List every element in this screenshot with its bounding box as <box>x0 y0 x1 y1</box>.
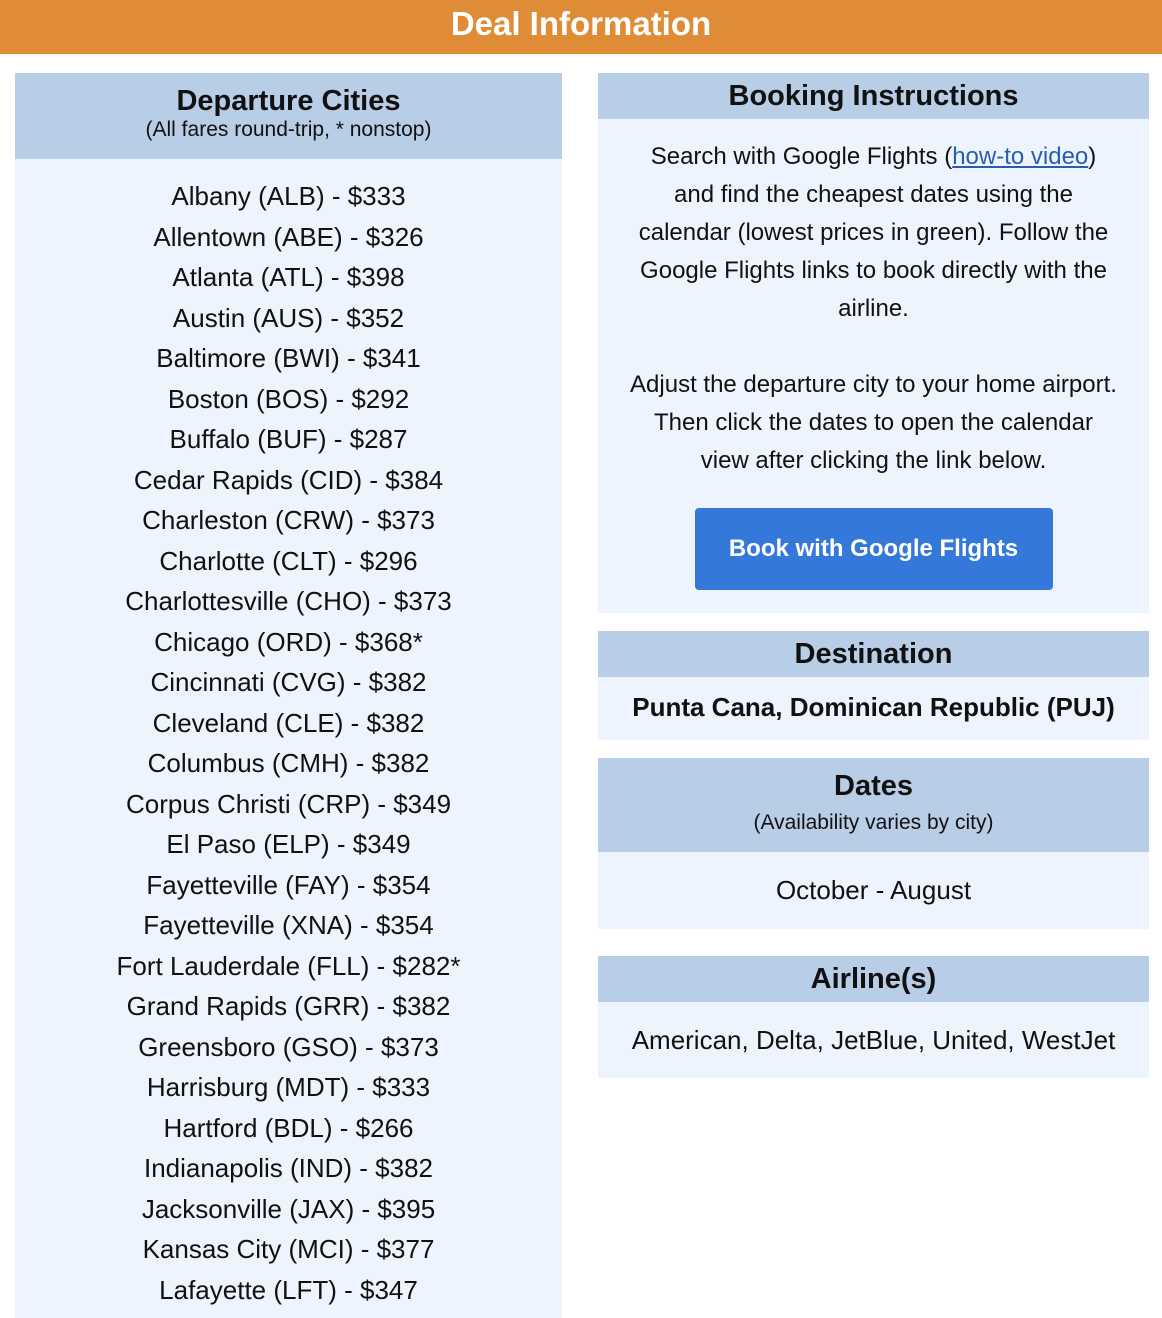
booking-text-before-link: Search with Google Flights ( <box>650 143 953 170</box>
departure-city-item: Baltimore (BWI) - $341 <box>156 343 421 373</box>
banner-title: Deal Information <box>450 5 712 42</box>
departure-cities-subtitle: (All fares round-trip, * nonstop) <box>145 118 432 141</box>
booking-instructions-title: Booking Instructions <box>728 80 1019 112</box>
how-to-video-link[interactable]: how-to video <box>952 143 1089 170</box>
departure-city-item: Charlottesville (CHO) - $373 <box>125 586 452 616</box>
dates-header <box>598 758 1149 852</box>
departure-cities-panel <box>15 73 562 1318</box>
book-with-google-flights-button[interactable]: Book with Google Flights <box>695 508 1053 590</box>
departure-city-item: Boston (BOS) - $292 <box>167 383 410 414</box>
departure-city-item: Columbus (CMH) - $382 <box>147 748 430 778</box>
departure-city-item: Jacksonville (JAX) - $395 <box>141 1193 436 1224</box>
departure-city-item: Lafayette (LFT) - $347 <box>159 1274 418 1305</box>
dates-title: Dates <box>834 770 913 802</box>
booking-instructions-paragraph-1 <box>628 138 1119 328</box>
booking-instructions-panel <box>598 73 1149 613</box>
departure-city-item: Cedar Rapids (CID) - $384 <box>133 464 444 495</box>
departure-city-item: Cincinnati (CVG) - $382 <box>150 667 427 697</box>
departure-city-item: Atlanta (ATL) - $398 <box>172 262 405 292</box>
departure-city-item: Grand Rapids (GRR) - $382 <box>126 991 451 1021</box>
airlines-panel <box>598 956 1149 1078</box>
airlines-value: American, Delta, JetBlue, United, WestJet <box>631 1025 1116 1055</box>
departure-city-item: El Paso (ELP) - $349 <box>166 829 411 859</box>
dates-panel <box>598 758 1149 929</box>
departure-city-item: Charleston (CRW) - $373 <box>142 505 435 535</box>
booking-instructions-paragraph-2: Adjust the departure city to your home airport. Then click the dates to open the calendar view after clicking the link below. <box>630 371 1117 474</box>
departure-city-item: Albany (ALB) - $333 <box>171 181 406 211</box>
departure-city-item: Kansas City (MCI) - $377 <box>142 1234 435 1264</box>
dates-value: October - August <box>775 875 972 905</box>
dates-subtitle: (Availability varies by city) <box>753 811 994 834</box>
airlines-header <box>598 956 1149 1002</box>
departure-city-item: Fort Lauderdale (FLL) - $282* <box>116 950 461 981</box>
departure-city-item: Austin (AUS) - $352 <box>172 302 405 333</box>
departure-city-item: Corpus Christi (CRP) - $349 <box>125 788 452 819</box>
departure-city-item: Hartford (BDL) - $266 <box>163 1112 414 1143</box>
departure-city-item: Allentown (ABE) - $326 <box>153 221 424 252</box>
deal-information-banner <box>0 0 1162 54</box>
booking-text-after-link: ) and find the cheapest dates using the calendar (lowest prices in green). Follow the Google Flights links to book directly with the airline. <box>638 143 1109 322</box>
departure-city-item: Indianapolis (IND) - $382 <box>143 1153 434 1183</box>
departure-city-item: Chicago (ORD) - $368* <box>154 626 423 657</box>
departure-city-item: Charlotte (CLT) - $296 <box>159 545 418 576</box>
departure-city-item: Greensboro (GSO) - $373 <box>138 1031 439 1062</box>
departure-city-item: Fayetteville (XNA) - $354 <box>143 910 434 940</box>
destination-value: Punta Cana, Dominican Republic (PUJ) <box>632 692 1115 722</box>
booking-instructions-body <box>598 119 1149 480</box>
departure-city-item: Fayetteville (FAY) - $354 <box>146 869 431 900</box>
destination-title: Destination <box>794 638 953 670</box>
destination-panel <box>598 631 1149 740</box>
airlines-title: Airline(s) <box>810 963 937 995</box>
departure-city-item: Buffalo (BUF) - $287 <box>169 424 408 454</box>
booking-instructions-header <box>598 73 1149 119</box>
departure-cities-header <box>15 73 562 159</box>
departure-city-list <box>15 159 562 1310</box>
destination-header <box>598 631 1149 677</box>
departure-city-item: Cleveland (CLE) - $382 <box>152 707 425 738</box>
departure-city-item: Harrisburg (MDT) - $333 <box>146 1072 431 1102</box>
departure-cities-title: Departure Cities <box>176 85 401 117</box>
